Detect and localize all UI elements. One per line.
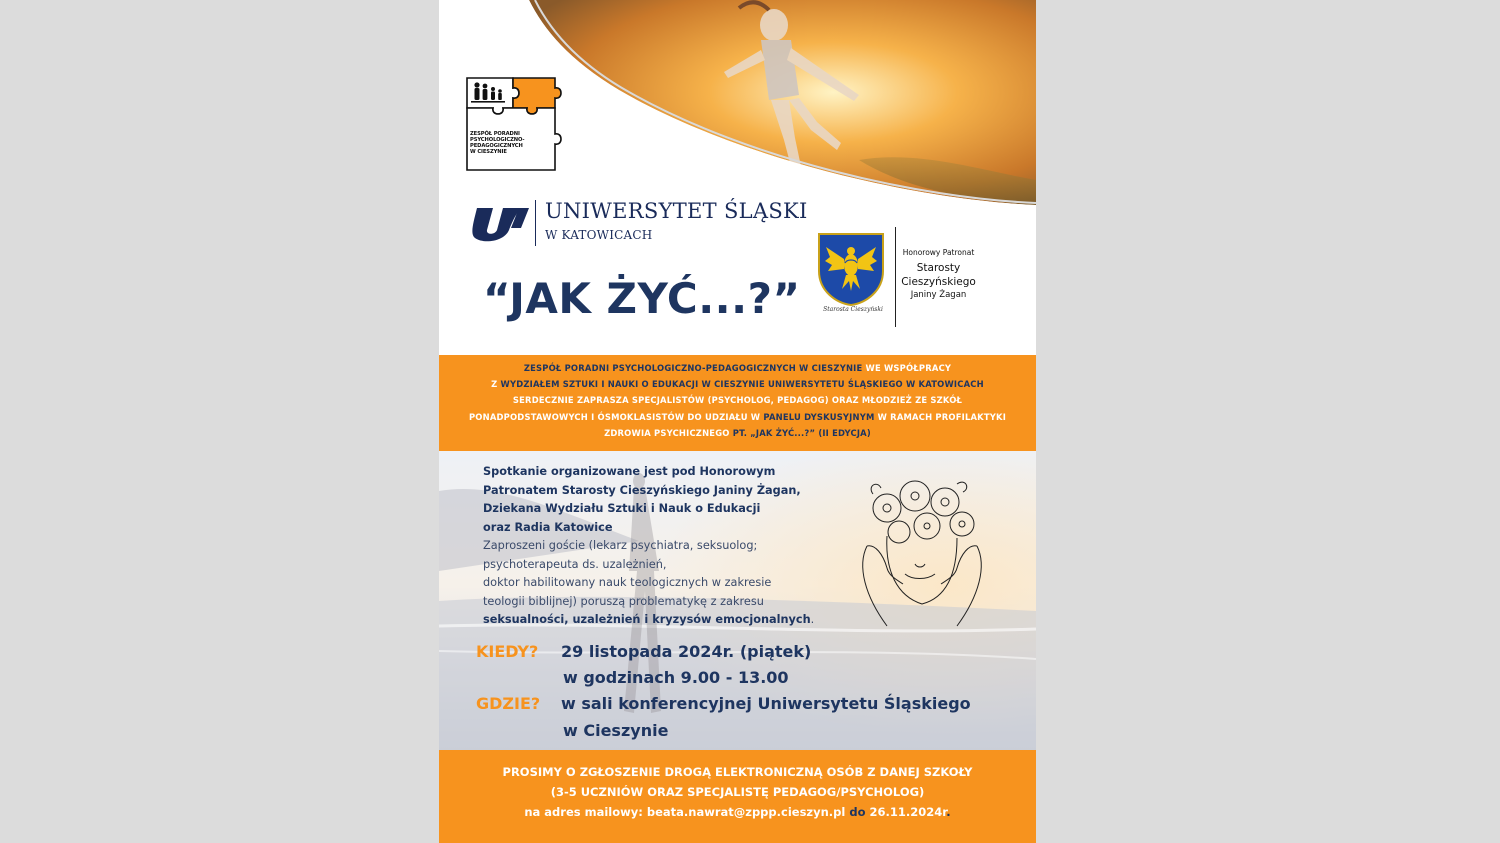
invite-org: ZESPÓŁ PORADNI PSYCHOLOGICZNO-PEDAGOGICZNYCH W CIESZYNIE: [523, 363, 863, 373]
topics-text: seksualności, uzależnień i kryzysów emocjonalnych: [483, 613, 811, 626]
honorary-patron-block: [901, 248, 976, 300]
beach-background: [439, 451, 1036, 751]
invite-prevention: W RAMACH PROFILAKTYKI: [874, 411, 1007, 422]
where-label: GDZIE?: [476, 694, 541, 713]
cieszyn-crest-icon: [816, 231, 886, 307]
guests-line-5: [483, 611, 863, 630]
event-city: w Cieszynie: [563, 721, 669, 740]
registration-line-2: (3-5 UCZNIÓW ORAZ SPECJALISTĘ PEDAGOG/PSYCHOLOG): [550, 785, 925, 799]
invite-invites: SERDECZNIE ZAPRASZA SPECJALISTÓW (PSYCHOLOG, PEDAGOG) ORAZ MŁODZIEŻ ZE SZKÓŁ: [512, 395, 963, 406]
patron-line-3: Cieszyńskiego: [901, 276, 976, 288]
event-hours: w godzinach 9.00 - 13.00: [563, 668, 789, 687]
invite-line-3: [439, 392, 1036, 408]
deadline-period: .: [946, 805, 951, 819]
topics-period: .: [810, 613, 815, 626]
event-date: 29 listopada 2024r. (piątek): [561, 642, 812, 661]
zppp-line-2: PSYCHOLOGICZNO-PEDAGOGICZNYCH: [470, 137, 525, 149]
description-line-4: oraz Radia Katowice: [483, 520, 613, 534]
invite-cooperation: WE WSPÓŁPRACY: [862, 363, 952, 373]
invite-z: Z: [491, 379, 498, 390]
registration-line-3: [439, 802, 1036, 822]
event-title: “JAK ŻYĆ...?”: [483, 274, 801, 323]
zppp-line-3: W CIESZYNIE: [470, 149, 507, 155]
event-description: [483, 463, 863, 630]
invite-audience: PONADPODSTAWOWYCH I ÓSMOKLASISTÓW DO UDZIAŁU W: [468, 411, 764, 422]
invite-line-5: [439, 425, 1036, 441]
contact-email[interactable]: beata.nawrat@zppp.cieszyn.pl: [646, 805, 846, 819]
crest-signature: Starosta Cieszyński: [823, 306, 883, 313]
registration-line-1: PROSIMY O ZGŁOSZENIE DROGĄ ELEKTRONICZNĄ OSÓB Z DANEJ SZKOŁY: [502, 765, 973, 779]
zppp-line-1: ZESPÓŁ PORADNI: [470, 131, 520, 137]
email-prefix: na adres mailowy:: [524, 805, 647, 819]
invitation-band: [439, 355, 1036, 451]
registration-band: [439, 750, 1036, 843]
patron-divider: [895, 227, 896, 327]
guests-line-1: Zaproszeni goście (lekarz psychiatra, seksuolog;: [483, 539, 758, 552]
guests-line-2: psychoterapeuta ds. uzależnień,: [483, 557, 667, 571]
description-line-1: Spotkanie organizowane jest pod Honorowym: [483, 465, 776, 478]
zppp-logo-text: [470, 131, 570, 155]
patron-line-4: Janiny Żagan: [910, 290, 967, 300]
when-label: KIEDY?: [476, 642, 539, 661]
event-place: w sali konferencyjnej Uniwersytetu Śląskiego: [561, 694, 971, 713]
invite-mental-health: ZDROWIA PSYCHICZNEGO: [604, 427, 730, 438]
registration-deadline: 26.11.2024r: [869, 805, 947, 819]
deadline-prefix: do: [845, 805, 870, 819]
description-line-3: Dziekana Wydziału Sztuki i Nauk o Edukacji: [483, 502, 761, 515]
invite-faculty: WYDZIAŁEM SZTUKI I NAUKI O EDUKACJI W CIESZYNIE UNIWERSYTETU ŚLĄSKIEGO W KATOWICACH: [497, 379, 984, 390]
university-subtitle: W KATOWICACH: [545, 228, 653, 242]
patron-line-2: Starosty: [916, 262, 961, 274]
description-line-2: Patronatem Starosty Cieszyńskiego Janiny Żagan,: [483, 483, 801, 497]
invite-edition: PT. „JAK ŻYĆ...?” (II EDYCJA): [729, 427, 871, 438]
invite-panel: PANELU DYSKUSYJNYM: [763, 411, 875, 422]
invite-line-4: [439, 409, 1036, 425]
line-art-face-illustration: [847, 476, 997, 628]
patron-line-1: Honorowy Patronat: [902, 248, 975, 257]
event-poster: [439, 0, 1036, 843]
guests-line-4: teologii biblijnej) poruszą problematykę z zakresu: [483, 594, 764, 608]
guests-line-3: doktor habilitowany nauk teologicznych w zakresie: [483, 576, 772, 589]
invite-line-1: [439, 360, 1036, 376]
university-divider: [535, 200, 536, 246]
invite-line-2: [439, 376, 1036, 392]
university-name: UNIWERSYTET ŚLĄSKI: [545, 199, 808, 223]
zppp-puzzle-logo: [463, 74, 575, 174]
